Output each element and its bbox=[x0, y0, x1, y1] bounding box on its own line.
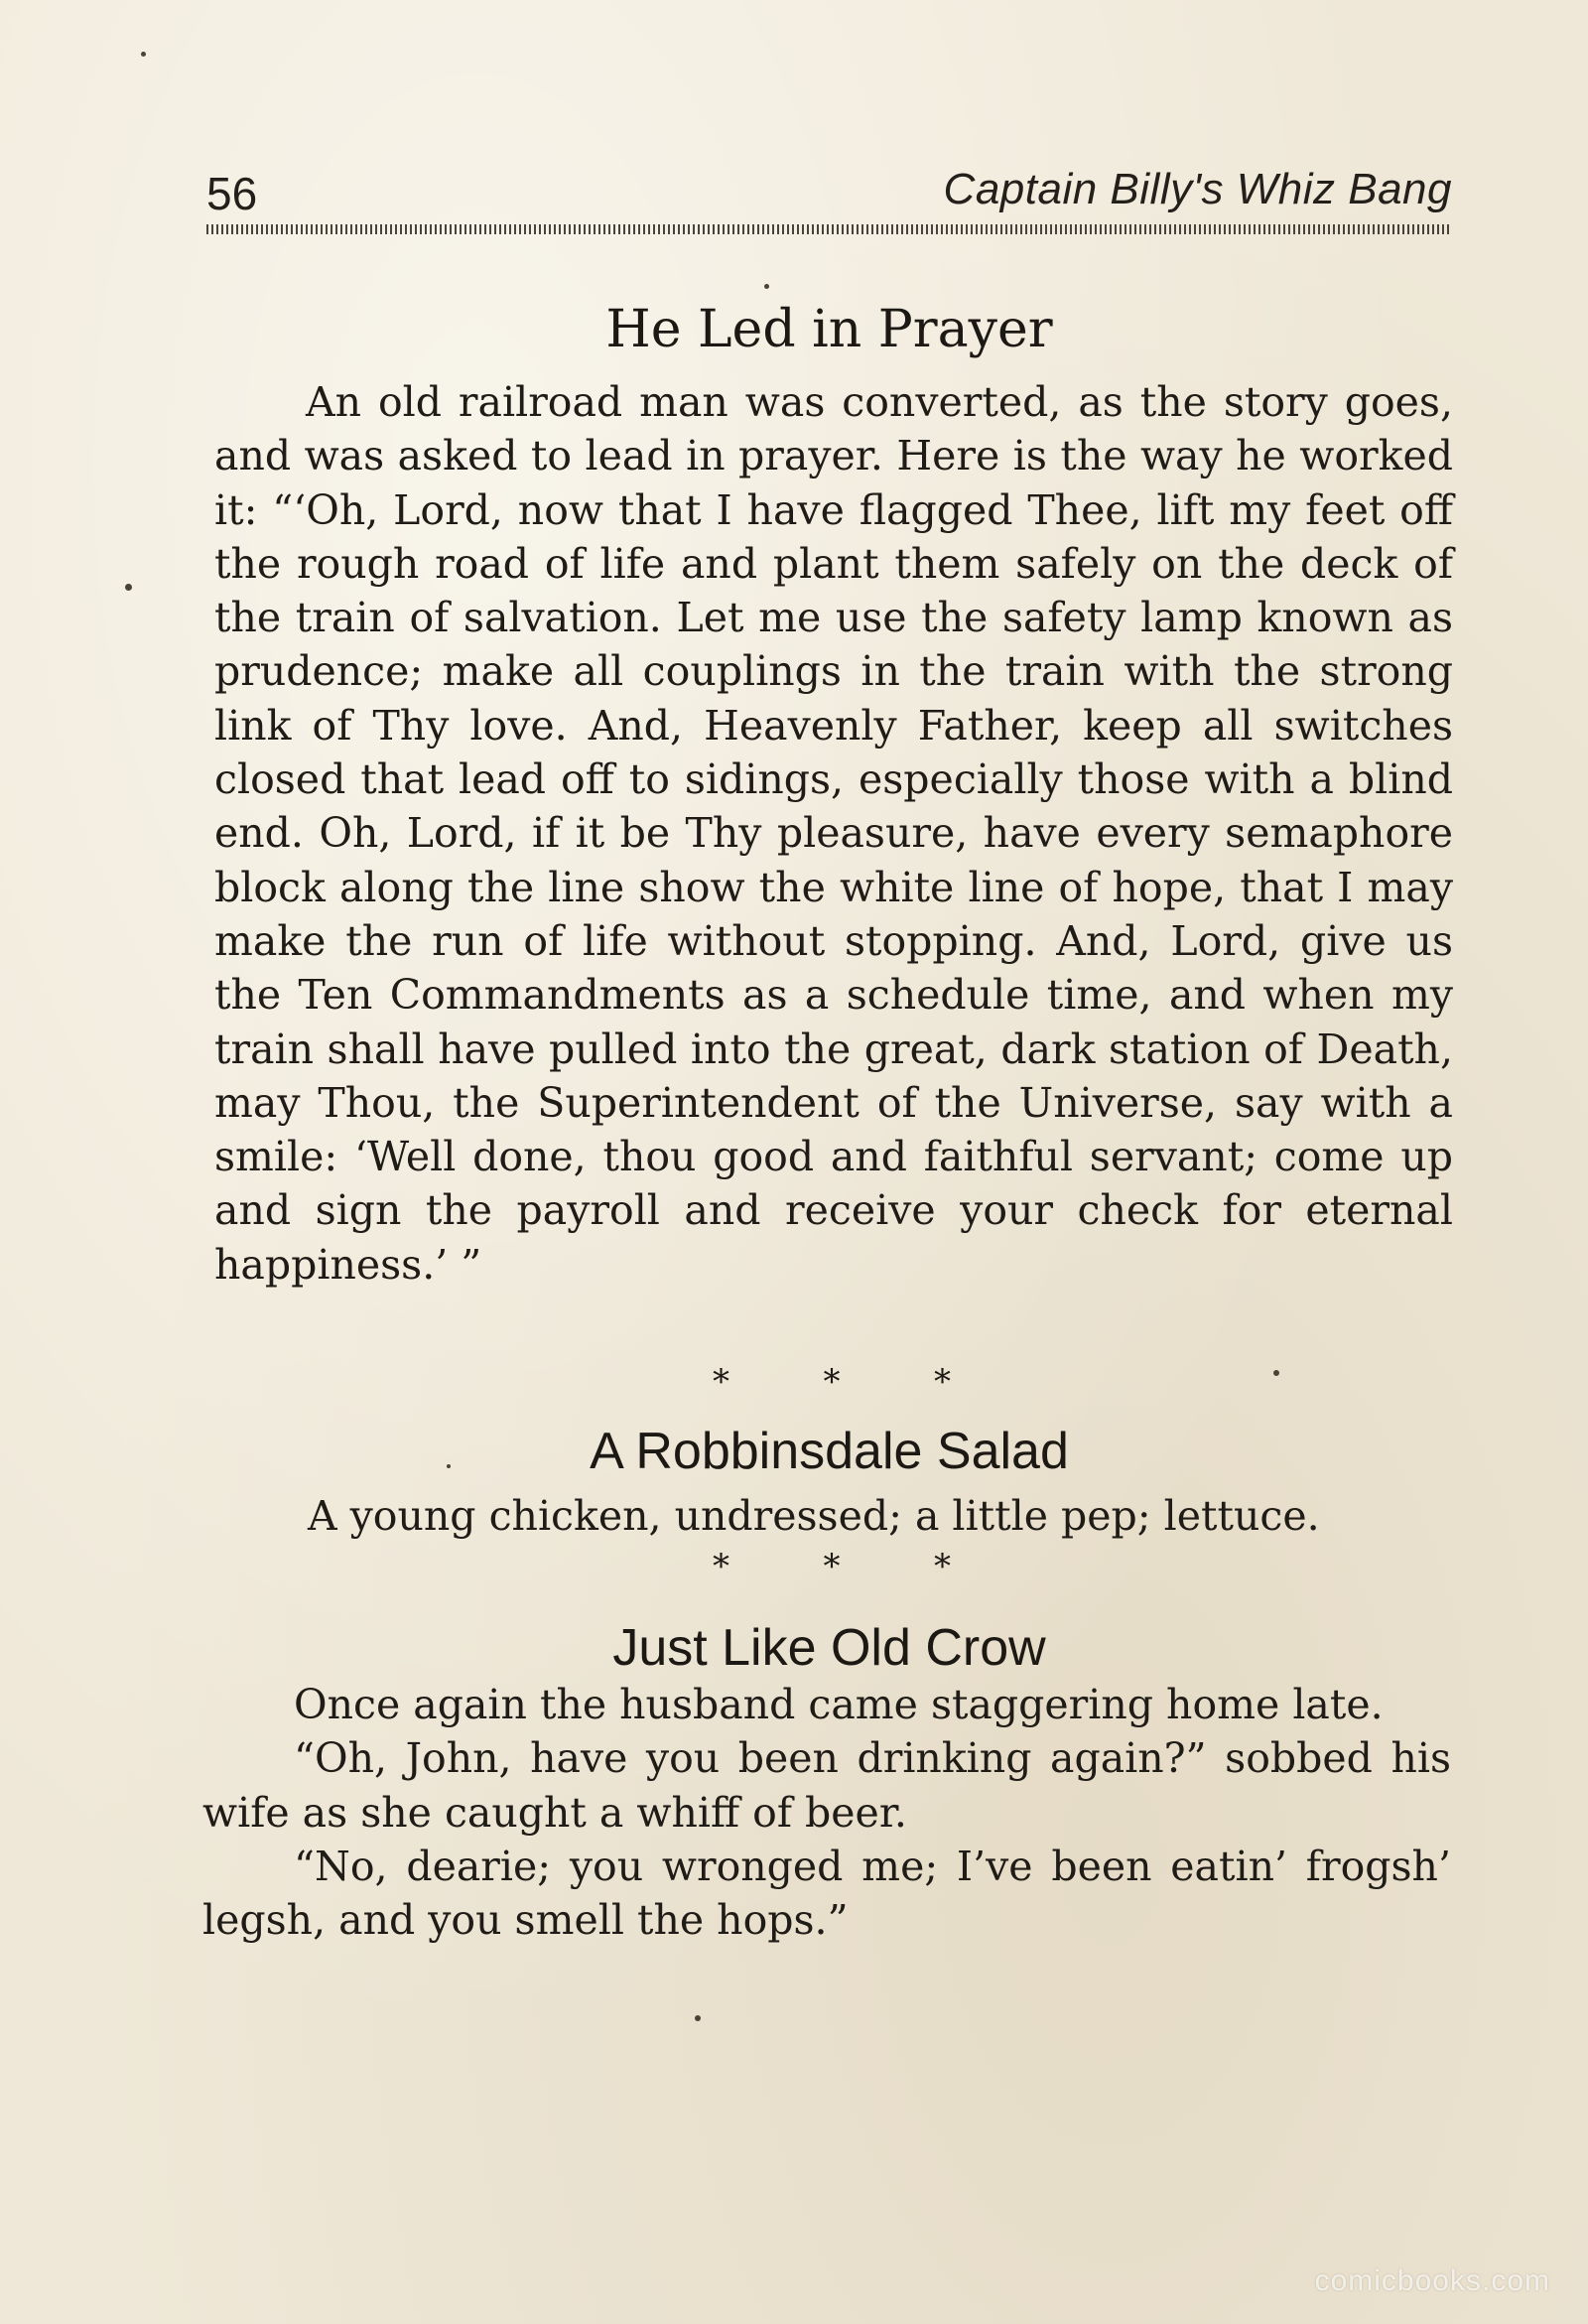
section-separator bbox=[713, 1362, 951, 1402]
watermark: comicbooks.com bbox=[1314, 2264, 1550, 2297]
asterisk: * bbox=[713, 1362, 729, 1402]
header-rule bbox=[206, 224, 1452, 234]
story-paragraph: Once again the husband came staggering home late. bbox=[294, 1681, 1384, 1728]
story-title-a-robbinsdale-salad: A Robbinsdale Salad bbox=[590, 1423, 1069, 1480]
paper-speck bbox=[141, 52, 146, 57]
asterisk: * bbox=[934, 1362, 951, 1402]
paper-speck bbox=[125, 584, 132, 591]
paper-speck bbox=[1273, 1370, 1279, 1376]
paper-speck bbox=[447, 1464, 451, 1468]
page-number: 56 bbox=[206, 168, 258, 219]
story-body-he-led-in-prayer bbox=[214, 375, 1453, 1292]
asterisk: * bbox=[823, 1547, 841, 1586]
running-title: Captain Billy's Whiz Bang bbox=[943, 165, 1452, 213]
story-title-just-like-old-crow: Just Like Old Crow bbox=[612, 1619, 1046, 1677]
section-separator bbox=[713, 1547, 951, 1586]
asterisk: * bbox=[823, 1362, 841, 1402]
story-body-just-like-old-crow bbox=[202, 1678, 1451, 1947]
story-paragraph: “Oh, John, have you been drinking again?” sobbed his wife as she caught a whiff of beer. bbox=[202, 1734, 1451, 1837]
paper-speck bbox=[695, 2015, 701, 2021]
asterisk: * bbox=[934, 1547, 951, 1586]
story-paragraph: An old railroad man was converted, as the story goes, and was asked to lead in prayer. Here is the way he worked it: “‘Oh, Lord, now that I have flagged Thee, lift my feet off the rough road of life and plant them safely on the deck of the train of salvation. Let me use the safety lamp known as prudence; make all couplings in the train with the strong link of Thy love. And, Heavenly Father, keep all switches closed that lead off to sidings, especially those with a blind end. Oh, Lord, if it be Thy pleasure, have every semaphore block along the line show the white line of hope, that I may make the run of life without stopping. And, Lord, give us the Ten Commandments as a schedule time, and when my train shall have pulled into the great, dark station of Death, may Thou, the Superintendent of the Universe, say with a smile: ‘Well done, thou good and faithful servant; come up and sign the payroll and receive your check for eternal happiness.’ ” bbox=[214, 378, 1453, 1289]
story-paragraph: “No, dearie; you wronged me; I’ve been eatin’ frogsh’ legsh, and you smell the hops.” bbox=[202, 1842, 1451, 1945]
story-body-a-robbinsdale-salad: A young chicken, undressed; a little pep; lettuce. bbox=[308, 1492, 1320, 1540]
paper-speck bbox=[764, 284, 769, 289]
asterisk: * bbox=[713, 1547, 729, 1586]
story-title-he-led-in-prayer: He Led in Prayer bbox=[605, 300, 1053, 359]
running-head bbox=[206, 159, 1452, 218]
